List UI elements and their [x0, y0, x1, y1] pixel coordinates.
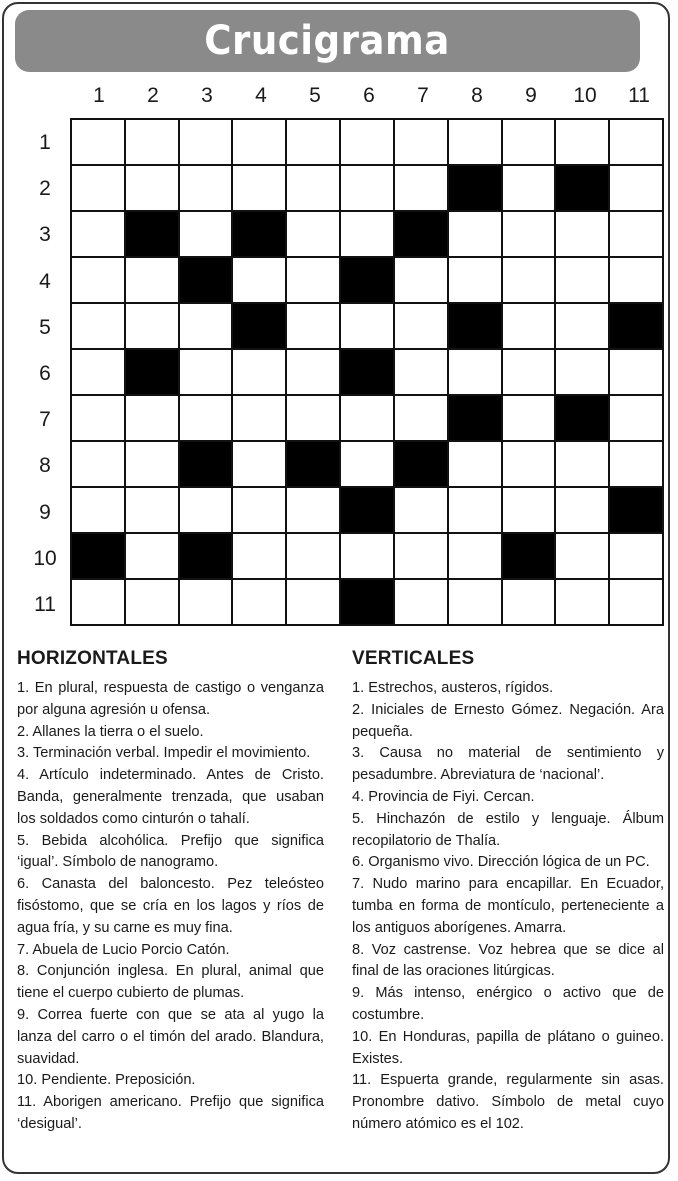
answer-square[interactable] [556, 580, 608, 624]
column-number: 7 [417, 84, 429, 107]
answer-square[interactable] [395, 350, 447, 394]
answer-square[interactable] [395, 534, 447, 578]
answer-square[interactable] [180, 350, 232, 394]
answer-square[interactable] [449, 580, 501, 624]
answer-square[interactable] [556, 258, 608, 302]
answer-square[interactable] [233, 396, 285, 440]
answer-square[interactable] [449, 120, 501, 164]
answer-square[interactable] [287, 304, 339, 348]
answer-square[interactable] [126, 534, 178, 578]
answer-square[interactable] [72, 120, 124, 164]
answer-square[interactable] [395, 304, 447, 348]
answer-square[interactable] [287, 258, 339, 302]
answer-square[interactable] [72, 488, 124, 532]
black-square [126, 350, 178, 394]
answer-square[interactable] [126, 442, 178, 486]
column-number: 11 [628, 84, 650, 107]
answer-square[interactable] [395, 258, 447, 302]
answer-square[interactable] [72, 580, 124, 624]
answer-square[interactable] [556, 534, 608, 578]
horizontales-clue: 5. Bebida alcohólica. Prefijo que significa ‘igual’. Símbolo de nanogramo. [17, 832, 324, 871]
answer-square[interactable] [503, 212, 555, 256]
answer-square[interactable] [72, 442, 124, 486]
row-number: 11 [34, 593, 56, 616]
answer-square[interactable] [341, 304, 393, 348]
black-square [556, 166, 608, 210]
answer-square[interactable] [341, 534, 393, 578]
column-number: 1 [93, 84, 105, 107]
verticales-clue: 4. Provincia de Fiyi. Cercan. [352, 788, 535, 805]
horizontales-clue: 7. Abuela de Lucio Porcio Catón. [17, 941, 230, 958]
verticales-clue: 3. Causa no material de sentimiento y pesadumbre. Abreviatura de ‘nacional’. [352, 745, 664, 784]
answer-square[interactable] [395, 396, 447, 440]
verticales-clue: 7. Nudo marino para encapillar. En Ecuador, tumba en forma de montículo, perteneciente a los antiguos aborígenes. Amarra. [352, 876, 664, 936]
answer-square[interactable] [395, 580, 447, 624]
verticales-clue: 6. Organismo vivo. Dirección lógica de un PC. [352, 854, 650, 871]
verticales-clue: 11. Espuerta grande, regularmente sin asas. Pronombre dativo. Símbolo de metal cuyo número atómico es el 102. [352, 1072, 664, 1132]
answer-square[interactable] [503, 304, 555, 348]
column-number: 3 [201, 84, 213, 107]
answer-square[interactable] [503, 396, 555, 440]
black-square [72, 534, 124, 578]
verticales-list [352, 678, 664, 1136]
answer-square[interactable] [449, 258, 501, 302]
black-square [556, 396, 608, 440]
column-number: 10 [573, 84, 597, 107]
answer-square[interactable] [233, 442, 285, 486]
black-square [233, 212, 285, 256]
answer-square[interactable] [610, 166, 662, 210]
black-square [287, 442, 339, 486]
answer-square[interactable] [287, 350, 339, 394]
answer-square[interactable] [233, 166, 285, 210]
verticales-clue: 5. Hinchazón de estilo y lenguaje. Álbum recopilatorio de Thalía. [352, 810, 664, 849]
answer-square[interactable] [287, 120, 339, 164]
answer-square[interactable] [233, 120, 285, 164]
row-number: 2 [39, 177, 51, 201]
answer-square[interactable] [72, 258, 124, 302]
black-square [180, 258, 232, 302]
answer-square[interactable] [610, 120, 662, 164]
answer-square[interactable] [180, 166, 232, 210]
answer-square[interactable] [180, 304, 232, 348]
answer-square[interactable] [610, 350, 662, 394]
black-square [233, 304, 285, 348]
answer-square[interactable] [341, 212, 393, 256]
black-square [449, 166, 501, 210]
column-number: 6 [363, 84, 375, 107]
black-square [610, 488, 662, 532]
answer-square[interactable] [341, 442, 393, 486]
answer-square[interactable] [556, 488, 608, 532]
black-square [503, 534, 555, 578]
black-square [395, 442, 447, 486]
answer-square[interactable] [610, 534, 662, 578]
answer-square[interactable] [287, 534, 339, 578]
answer-square[interactable] [395, 488, 447, 532]
answer-square[interactable] [126, 258, 178, 302]
row-number: 7 [39, 408, 51, 432]
black-square [180, 442, 232, 486]
answer-square[interactable] [341, 120, 393, 164]
answer-square[interactable] [126, 580, 178, 624]
horizontales-clue: 8. Conjunción inglesa. En plural, animal que tiene el cuerpo cubierto de plumas. [17, 963, 324, 1002]
answer-square[interactable] [72, 166, 124, 210]
answer-square[interactable] [395, 120, 447, 164]
black-square [610, 304, 662, 348]
answer-square[interactable] [126, 304, 178, 348]
horizontales-clue: 9. Correa fuerte con que se ata al yugo la lanza del carro o el timón del arado. Blandura, suavidad. [17, 1006, 324, 1067]
black-square [126, 212, 178, 256]
verticales-section [352, 648, 664, 1136]
verticales-heading: VERTICALES [352, 648, 475, 669]
answer-square[interactable] [610, 442, 662, 486]
black-square [341, 488, 393, 532]
answer-square[interactable] [556, 304, 608, 348]
horizontales-clue: 1. En plural, respuesta de castigo o venganza por alguna agresión u ofensa. [17, 680, 324, 718]
row-number: 1 [39, 131, 51, 154]
horizontales-section [17, 648, 324, 1136]
verticales-clue: 9. Más intenso, enérgico o activo que de costumbre. [352, 985, 664, 1023]
answer-square[interactable] [72, 304, 124, 348]
answer-square[interactable] [287, 580, 339, 624]
answer-square[interactable] [72, 350, 124, 394]
verticales-clue: 10. En Honduras, papilla de plátano o guineo. Existes. [352, 1028, 664, 1067]
answer-square[interactable] [503, 350, 555, 394]
black-square [180, 534, 232, 578]
answer-square[interactable] [449, 442, 501, 486]
answer-square[interactable] [503, 258, 555, 302]
answer-square[interactable] [287, 396, 339, 440]
row-number: 10 [33, 546, 57, 570]
answer-square[interactable] [341, 166, 393, 210]
horizontales-clue: 4. Artículo indeterminado. Antes de Cristo. Banda, generalmente trenzada, que usaban los soldados como cinturón o tahalí. [17, 767, 324, 827]
answer-square[interactable] [180, 212, 232, 256]
title-banner [15, 10, 640, 72]
black-square [341, 258, 393, 302]
answer-square[interactable] [287, 488, 339, 532]
answer-square[interactable] [180, 120, 232, 164]
answer-square[interactable] [180, 396, 232, 440]
row-number: 5 [39, 315, 51, 339]
answer-square[interactable] [126, 120, 178, 164]
row-number: 6 [39, 362, 51, 385]
verticales-clue: 1. Estrechos, austeros, rígidos. [352, 680, 554, 696]
row-number: 4 [39, 269, 51, 293]
answer-square[interactable] [180, 580, 232, 624]
answer-square[interactable] [126, 396, 178, 440]
column-number: 9 [525, 84, 537, 107]
answer-square[interactable] [395, 166, 447, 210]
black-square [449, 304, 501, 348]
answer-square[interactable] [449, 488, 501, 532]
answer-square[interactable] [233, 488, 285, 532]
answer-square[interactable] [503, 488, 555, 532]
answer-square[interactable] [610, 580, 662, 624]
horizontales-clue: 11. Aborigen americano. Prefijo que significa ‘desigual’. [17, 1094, 324, 1132]
answer-square[interactable] [233, 580, 285, 624]
horizontales-heading: HORIZONTALES [17, 648, 168, 669]
answer-square[interactable] [287, 212, 339, 256]
answer-square[interactable] [126, 166, 178, 210]
answer-square[interactable] [233, 258, 285, 302]
black-square [449, 396, 501, 440]
answer-square[interactable] [287, 166, 339, 210]
horizontales-clue: 3. Terminación verbal. Impedir el movimiento. [17, 745, 311, 762]
answer-square[interactable] [556, 442, 608, 486]
crossword-grid [70, 118, 664, 626]
answer-square[interactable] [503, 580, 555, 624]
row-number: 8 [39, 454, 51, 478]
answer-square[interactable] [341, 396, 393, 440]
column-number: 2 [147, 84, 159, 107]
answer-square[interactable] [126, 488, 178, 532]
answer-square[interactable] [449, 212, 501, 256]
answer-square[interactable] [503, 166, 555, 210]
answer-square[interactable] [503, 442, 555, 486]
column-number: 8 [471, 84, 483, 107]
answer-square[interactable] [556, 350, 608, 394]
answer-square[interactable] [180, 488, 232, 532]
row-number: 3 [39, 223, 51, 247]
answer-square[interactable] [233, 534, 285, 578]
row-number: 9 [39, 500, 51, 524]
column-number: 4 [255, 84, 267, 107]
verticales-clue: 8. Voz castrense. Voz hebrea que se dice al final de las oraciones litúrgicas. [352, 941, 664, 980]
horizontales-clue: 6. Canasta del baloncesto. Pez teleósteo fisóstomo, que se cría en los lagos y ríos de agua fría, y su carne es muy fina. [17, 876, 324, 936]
horizontales-clue: 2. Allanes la tierra o el suelo. [17, 723, 204, 740]
horizontales-list [17, 678, 324, 1136]
answer-square[interactable] [556, 120, 608, 164]
column-number: 5 [309, 84, 321, 107]
answer-square[interactable] [556, 212, 608, 256]
black-square [341, 580, 393, 624]
black-square [395, 212, 447, 256]
answer-square[interactable] [610, 258, 662, 302]
answer-square[interactable] [72, 212, 124, 256]
answer-square[interactable] [449, 534, 501, 578]
answer-square[interactable] [72, 396, 124, 440]
answer-square[interactable] [503, 120, 555, 164]
black-square [341, 350, 393, 394]
answer-square[interactable] [610, 212, 662, 256]
answer-square[interactable] [233, 350, 285, 394]
page-title: Crucigrama [204, 18, 451, 64]
answer-square[interactable] [610, 396, 662, 440]
verticales-clue: 2. Iniciales de Ernesto Gómez. Negación. Ara pequeña. [352, 701, 664, 740]
answer-square[interactable] [449, 350, 501, 394]
horizontales-clue: 10. Pendiente. Preposición. [17, 1072, 196, 1089]
